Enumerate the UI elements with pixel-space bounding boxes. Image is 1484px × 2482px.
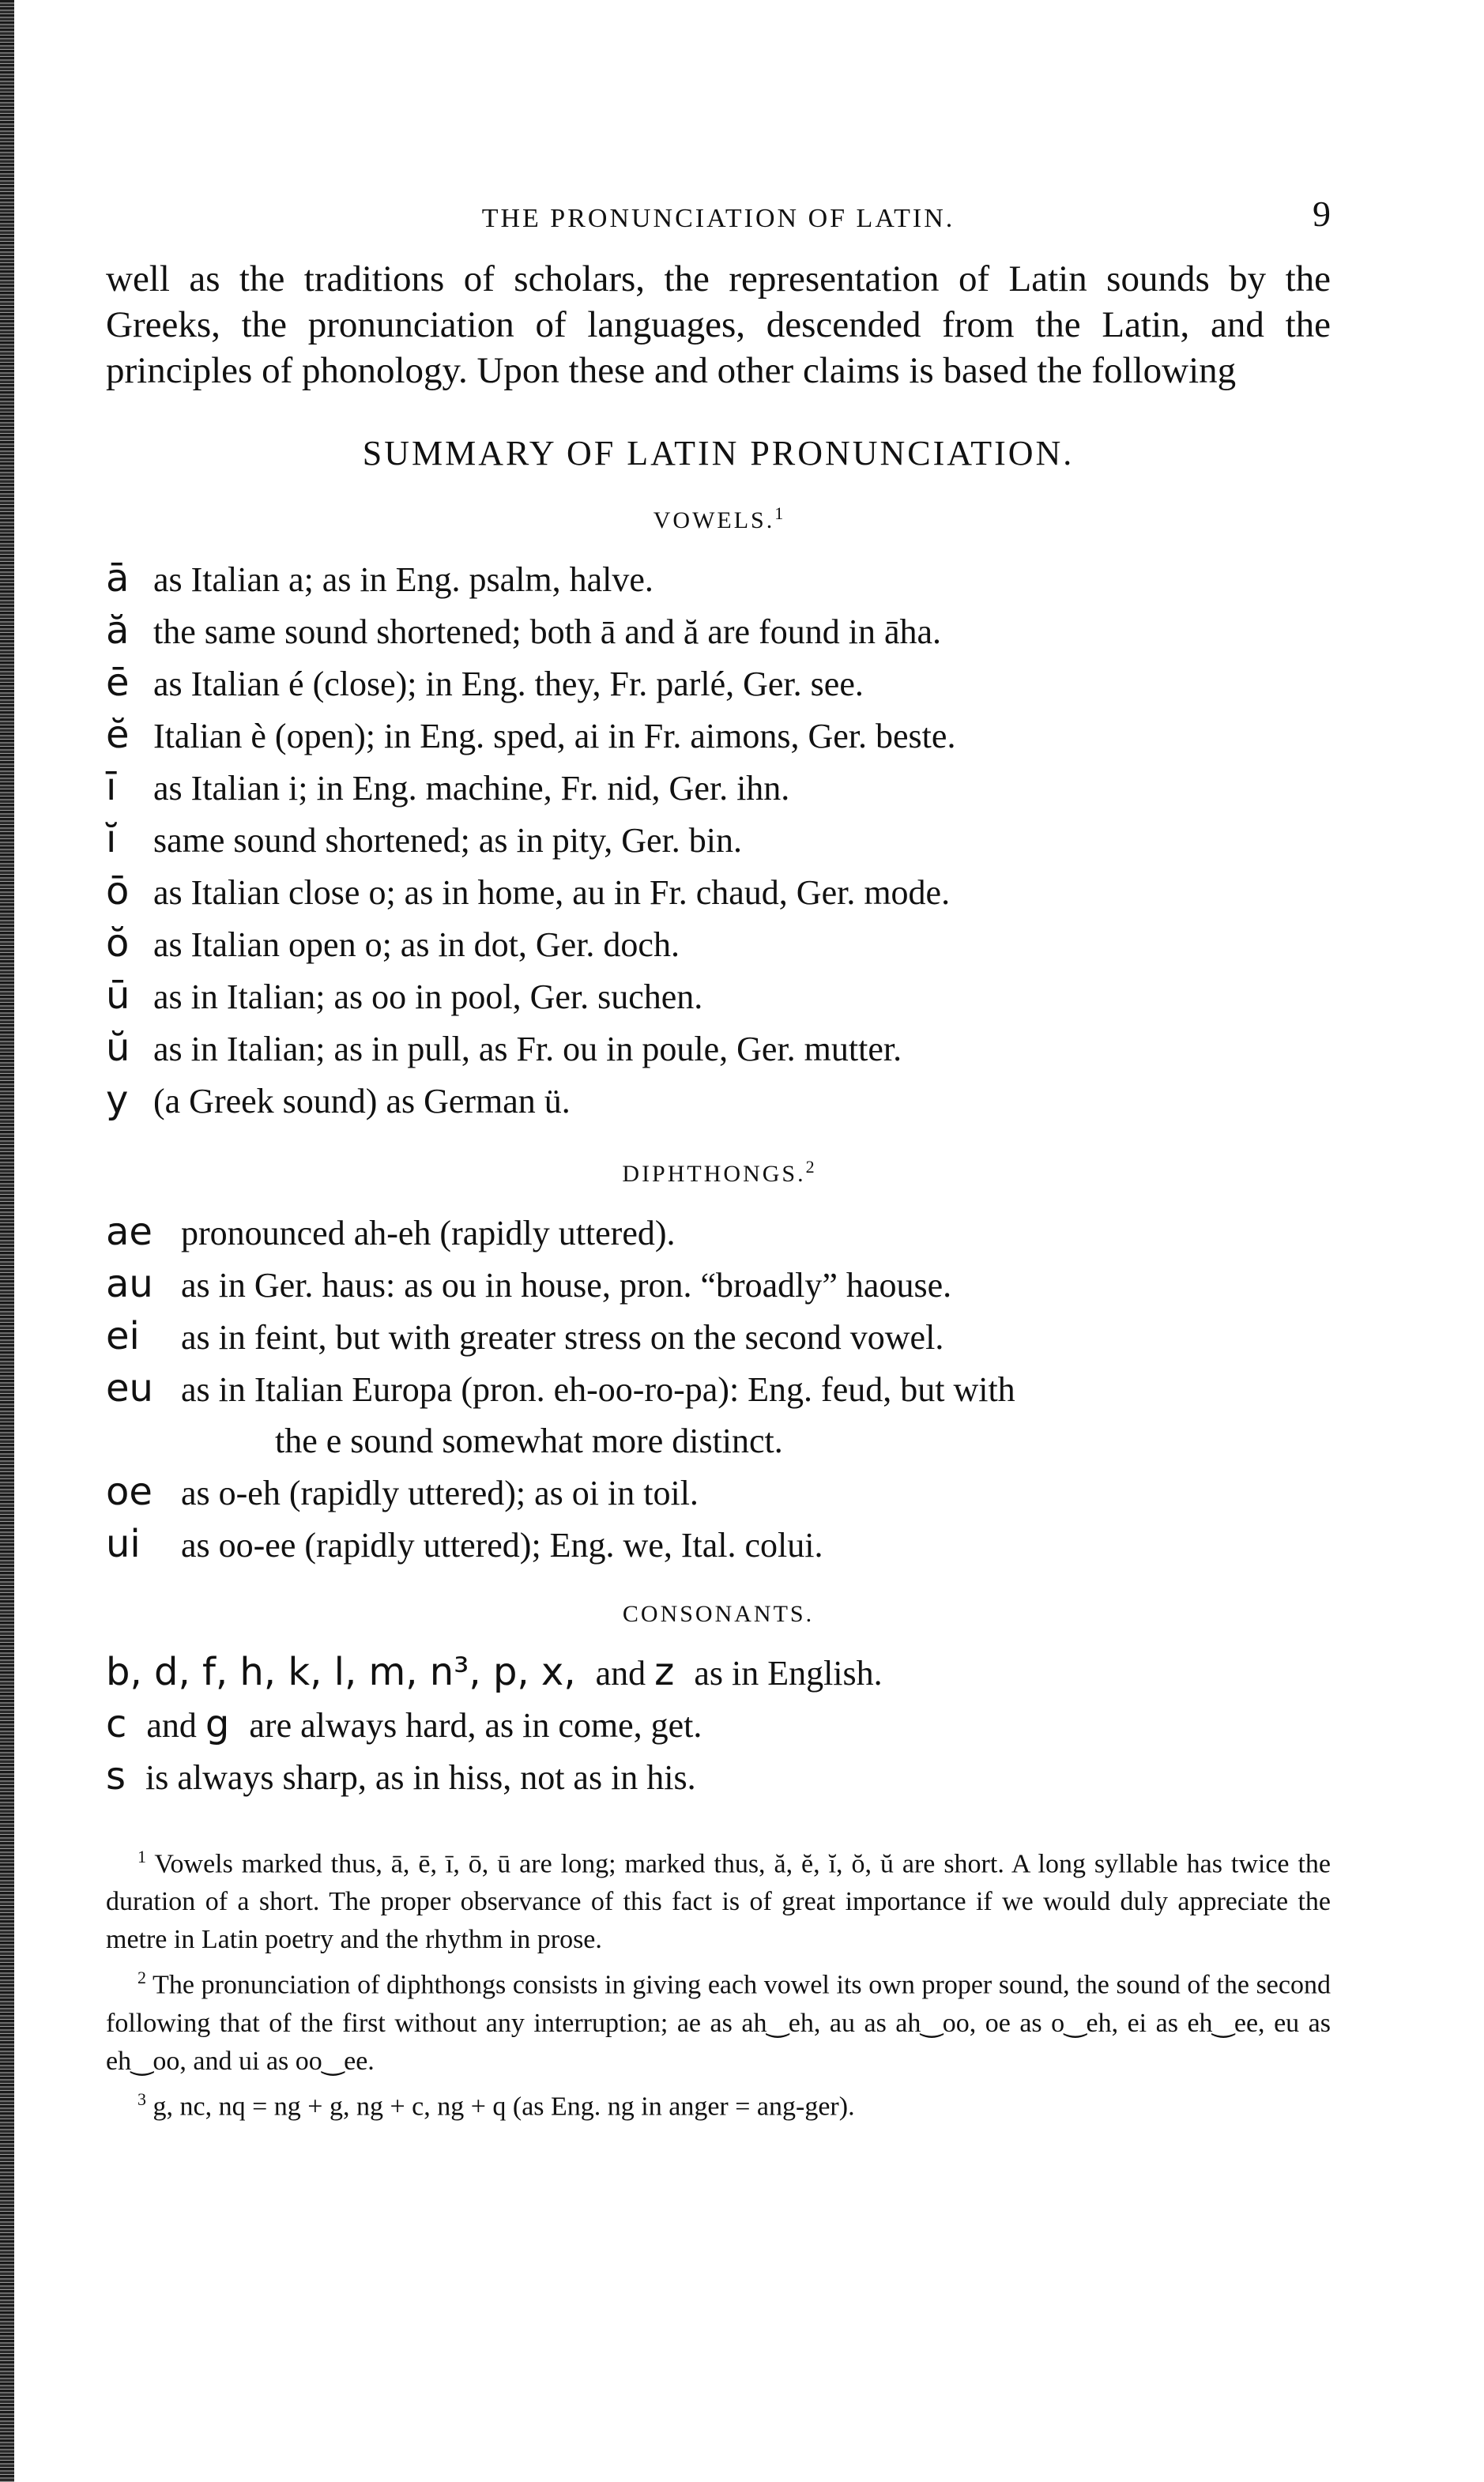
footnotes xyxy=(106,1838,1331,2126)
footnote-mark-3: 3 xyxy=(137,2088,146,2109)
footnote-ref-2: 2 xyxy=(805,1157,815,1177)
diphthong-symbol: ui xyxy=(106,1522,141,1566)
diphthong-entry xyxy=(106,1207,1331,1259)
diphthong-symbol: ae xyxy=(106,1210,153,1254)
footnote-3 xyxy=(106,2081,1331,2126)
footnote-1 xyxy=(106,1838,1331,1959)
vowel-symbol: ă xyxy=(106,608,130,653)
footnote-2-text: The pronunciation of diphthongs consists in giving each vowel its own proper sound, the sound of the second following that of the first without any interruption; ae as ah‿eh, au as ah‿oo, oe as o‿eh, ei as eh‿ee, eu as eh‿oo, and ui as oo‿ee. xyxy=(106,1970,1331,2076)
vowel-symbol: ē xyxy=(106,661,130,705)
vowel-entry xyxy=(106,1023,1331,1075)
vowel-symbol: ō xyxy=(106,869,130,913)
consonant-description: are always hard, as in come, get. xyxy=(249,1706,702,1745)
consonant-entry xyxy=(106,1699,1331,1751)
vowel-description: as Italian i; in Eng. machine, Fr. nid, Ger. ihn. xyxy=(153,769,790,808)
diphthongs-list xyxy=(106,1207,1331,1571)
summary-title: SUMMARY OF LATIN PRONUNCIATION. xyxy=(362,434,1075,473)
consonants-list xyxy=(106,1647,1331,1803)
diphthong-entry xyxy=(106,1311,1331,1363)
diphthong-symbol: eu xyxy=(106,1366,153,1410)
diphthong-continuation: the e sound somewhat more distinct. xyxy=(275,1422,783,1460)
consonant-symbol-s: s xyxy=(106,1754,126,1798)
diphthongs-heading-text: DIPHTHONGS. xyxy=(622,1161,806,1187)
vowel-entry xyxy=(106,762,1331,814)
consonants-heading: CONSONANTS. xyxy=(622,1601,815,1627)
vowel-symbol: ī xyxy=(106,765,117,809)
diphthong-entry xyxy=(106,1519,1331,1571)
vowel-description: as in Italian; as in pull, as Fr. ou in poule, Ger. mutter. xyxy=(153,1030,902,1068)
vowels-heading-text: VOWELS. xyxy=(653,507,775,533)
vowel-symbol: ū xyxy=(106,974,130,1018)
vowel-description: (a Greek sound) as German ü. xyxy=(153,1082,571,1120)
diphthong-description: as o-eh (rapidly uttered); as oi in toil. xyxy=(181,1474,699,1512)
diphthongs-heading xyxy=(106,1157,1331,1188)
vowel-entry xyxy=(106,970,1331,1023)
vowel-description: as Italian open o; as in dot, Ger. doch. xyxy=(153,925,680,964)
diphthong-entry xyxy=(106,1259,1331,1311)
vowel-entry xyxy=(106,710,1331,762)
vowel-description: same sound shortened; as in pity, Ger. bin. xyxy=(153,821,743,860)
vowel-symbol: ĕ xyxy=(106,713,130,757)
vowel-entry xyxy=(106,918,1331,970)
consonant-symbol-g: g xyxy=(205,1702,230,1746)
vowel-symbol: ŭ xyxy=(106,1026,130,1070)
diphthong-description: pronounced ah-eh (rapidly uttered). xyxy=(181,1214,676,1252)
vowel-description: as in Italian; as oo in pool, Ger. suchen. xyxy=(153,977,703,1016)
running-title: THE PRONUNCIATION OF LATIN. xyxy=(481,204,955,233)
diphthong-description: as in Ger. haus: as ou in house, pron. “broadly” haouse. xyxy=(181,1266,952,1305)
running-head xyxy=(106,190,1331,237)
consonant-description: is always sharp, as in hiss, not as in his. xyxy=(145,1758,696,1797)
consonant-entry xyxy=(106,1751,1331,1803)
vowel-symbol: ĭ xyxy=(106,817,117,861)
vowel-entry xyxy=(106,657,1331,710)
consonant-description: as in English. xyxy=(694,1654,883,1693)
page-edge-binding xyxy=(0,0,14,2482)
vowels-heading xyxy=(106,503,1331,534)
consonant-symbol-c: c xyxy=(106,1702,127,1746)
diphthong-description: as oo-ee (rapidly uttered); Eng. we, Ital. colui. xyxy=(181,1526,823,1565)
diphthong-description: as in Italian Europa (pron. eh-oo-ro-pa): Eng. feud, but with xyxy=(181,1370,1015,1409)
footnote-mark-2: 2 xyxy=(137,1968,146,1988)
consonant-connector: and xyxy=(595,1654,646,1693)
consonant-symbol-z: z xyxy=(654,1650,675,1694)
footnote-ref-1: 1 xyxy=(774,503,784,523)
page-number: 9 xyxy=(1313,194,1331,234)
vowel-description: Italian è (open); in Eng. sped, ai in Fr. aimons, Ger. beste. xyxy=(153,717,956,755)
diphthong-symbol: au xyxy=(106,1262,153,1306)
vowel-symbol: ā xyxy=(106,556,130,601)
vowel-entry xyxy=(106,814,1331,866)
vowel-symbol: y xyxy=(106,1078,129,1122)
diphthong-symbol: oe xyxy=(106,1470,153,1514)
footnote-1-text: Vowels marked thus, ā, ē, ī, ō, ū are long; marked thus, ă, ĕ, ĭ, ŏ, ŭ are short. A long syllable has twice the duration of a short. The proper observance of this fact is of great importance if we would duly appreciate the metre in Latin poetry and the rhythm in prose. xyxy=(106,1849,1331,1955)
book-page xyxy=(106,190,1331,2126)
vowel-description: as Italian é (close); in Eng. they, Fr. parlé, Ger. see. xyxy=(153,665,864,703)
vowels-list xyxy=(106,553,1331,1127)
footnote-3-text: g, nc, nq = ng + g, ng + c, ng + q (as Eng. ng in anger = ang-ger). xyxy=(153,2091,855,2121)
vowel-description: as Italian close o; as in home, au in Fr. chaud, Ger. mode. xyxy=(153,873,951,912)
vowel-entry xyxy=(106,1075,1331,1127)
vowel-entry xyxy=(106,605,1331,657)
consonant-entry xyxy=(106,1647,1331,1699)
vowel-description: the same sound shortened; both ā and ă are found in āha. xyxy=(153,612,942,651)
consonant-connector: and xyxy=(146,1706,197,1745)
diphthong-description: as in feint, but with greater stress on the second vowel. xyxy=(181,1318,944,1357)
vowel-symbol: ŏ xyxy=(106,921,130,966)
vowel-description: as Italian a; as in Eng. psalm, halve. xyxy=(153,560,653,599)
consonant-symbols: b, d, f, h, k, l, m, n³, p, x, xyxy=(106,1650,576,1694)
diphthong-symbol: ei xyxy=(106,1314,140,1358)
footnote-2 xyxy=(106,1959,1331,2080)
vowel-entry xyxy=(106,866,1331,918)
vowel-entry xyxy=(106,553,1331,605)
footnote-mark-1: 1 xyxy=(137,1847,146,1866)
diphthong-entry xyxy=(106,1467,1331,1519)
intro-paragraph: well as the traditions of scholars, the representation of Latin sounds by the Greeks, the pronunciation of languages, descended from the Latin, and the principles of phonology. Upon these and other claims is based the following xyxy=(106,258,1331,391)
diphthong-entry xyxy=(106,1363,1331,1415)
